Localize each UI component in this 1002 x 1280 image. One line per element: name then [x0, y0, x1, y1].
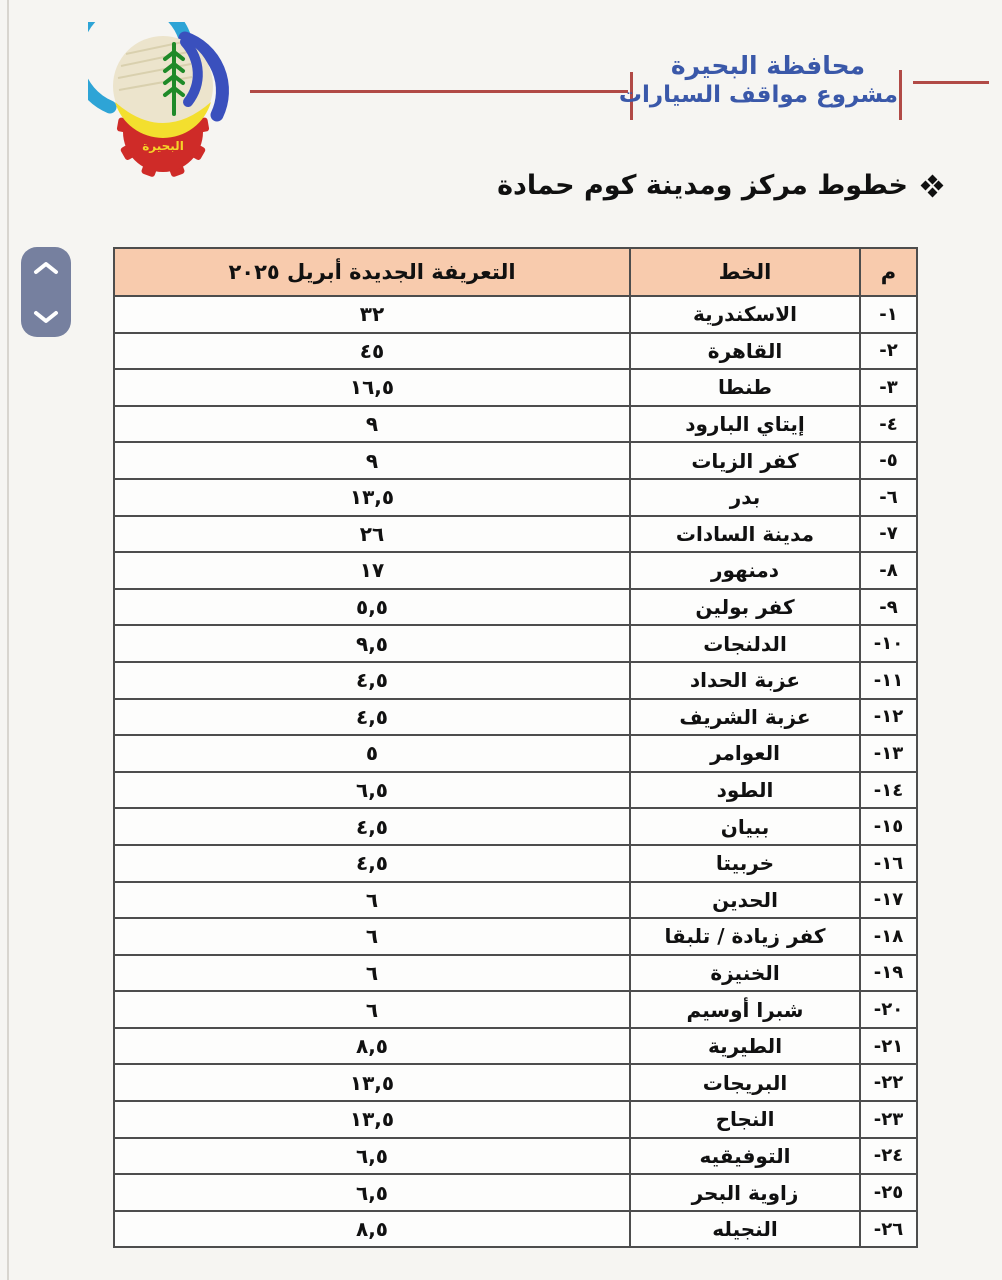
scroll-control[interactable]	[21, 247, 71, 337]
line-name-cell: زاوية البحر	[630, 1174, 860, 1211]
row-number-cell: ٢٥-	[860, 1174, 917, 1211]
line-name-cell: عزبة الحداد	[630, 662, 860, 699]
chevron-up-icon	[33, 261, 59, 275]
tariff-value-cell: ٦,٥	[114, 1138, 630, 1175]
tariff-value-cell: ٣٢	[114, 296, 630, 333]
row-number-cell: ١٢-	[860, 699, 917, 736]
column-header-number: م	[860, 248, 917, 296]
tariff-value-cell: ٤٥	[114, 333, 630, 370]
table-row	[114, 406, 917, 443]
line-name-cell: الطود	[630, 772, 860, 809]
row-number-cell: ٢-	[860, 333, 917, 370]
line-name-cell: كفر بولين	[630, 589, 860, 626]
table-row	[114, 625, 917, 662]
table-row	[114, 845, 917, 882]
row-number-cell: ١٧-	[860, 882, 917, 919]
tariff-value-cell: ٥	[114, 735, 630, 772]
line-name-cell: النجيله	[630, 1211, 860, 1248]
column-header-line: الخط	[630, 248, 860, 296]
line-name-cell: إيتاي البارود	[630, 406, 860, 443]
line-name-cell: العوامر	[630, 735, 860, 772]
tariff-value-cell: ١٧	[114, 552, 630, 589]
row-number-cell: ١-	[860, 296, 917, 333]
table-row	[114, 1211, 917, 1248]
page-edge-shadow	[7, 0, 9, 1280]
table-row	[114, 296, 917, 333]
logo-caption: البحيرة	[142, 139, 184, 153]
tariff-value-cell: ٦	[114, 955, 630, 992]
row-number-cell: ١٩-	[860, 955, 917, 992]
table-row	[114, 479, 917, 516]
line-name-cell: الطيرية	[630, 1028, 860, 1065]
tariff-value-cell: ٩,٥	[114, 625, 630, 662]
line-name-cell: طنطا	[630, 369, 860, 406]
table-row	[114, 442, 917, 479]
table-row	[114, 552, 917, 589]
table-row	[114, 662, 917, 699]
line-name-cell: عزبة الشريف	[630, 699, 860, 736]
row-number-cell: ٤-	[860, 406, 917, 443]
line-name-cell: الخنيزة	[630, 955, 860, 992]
tariff-value-cell: ٨,٥	[114, 1028, 630, 1065]
table-row	[114, 333, 917, 370]
row-number-cell: ٢٦-	[860, 1211, 917, 1248]
tariff-value-cell: ٦,٥	[114, 1174, 630, 1211]
scroll-up-button[interactable]	[32, 260, 60, 275]
tariff-value-cell: ١٦,٥	[114, 369, 630, 406]
table-row	[114, 808, 917, 845]
line-name-cell: البريجات	[630, 1064, 860, 1101]
row-number-cell: ٦-	[860, 479, 917, 516]
row-number-cell: ٧-	[860, 516, 917, 553]
row-number-cell: ٢٤-	[860, 1138, 917, 1175]
table-row	[114, 699, 917, 736]
header-title-block	[618, 50, 898, 110]
line-name-cell: بدر	[630, 479, 860, 516]
table-row	[114, 955, 917, 992]
row-number-cell: ١٦-	[860, 845, 917, 882]
line-name-cell: النجاح	[630, 1101, 860, 1138]
tariff-value-cell: ٤,٥	[114, 662, 630, 699]
scroll-down-button[interactable]	[32, 309, 60, 324]
row-number-cell: ٢٠-	[860, 991, 917, 1028]
tariff-value-cell: ٦	[114, 882, 630, 919]
line-name-cell: القاهرة	[630, 333, 860, 370]
tariff-value-cell: ٤,٥	[114, 699, 630, 736]
chevron-down-icon	[33, 310, 59, 324]
row-number-cell: ١٥-	[860, 808, 917, 845]
table-header-row	[114, 248, 917, 296]
line-name-cell: الحدين	[630, 882, 860, 919]
tariff-value-cell: ٤,٥	[114, 845, 630, 882]
governorate-name: محافظة البحيرة	[670, 51, 866, 80]
table-row	[114, 369, 917, 406]
row-number-cell: ٢١-	[860, 1028, 917, 1065]
tariff-value-cell: ٥,٥	[114, 589, 630, 626]
line-name-cell: التوفيقيه	[630, 1138, 860, 1175]
table-row	[114, 1138, 917, 1175]
header-rule-long	[250, 90, 628, 93]
row-number-cell: ١٠-	[860, 625, 917, 662]
row-number-cell: ٩-	[860, 589, 917, 626]
tariff-value-cell: ٩	[114, 406, 630, 443]
table-row	[114, 991, 917, 1028]
section-title-text: خطوط مركز ومدينة كوم حمادة	[497, 170, 908, 201]
table-row	[114, 1174, 917, 1211]
line-name-cell: شبرا أوسيم	[630, 991, 860, 1028]
header-rule-short	[913, 81, 989, 84]
table-row	[114, 1064, 917, 1101]
tariff-value-cell: ١٣,٥	[114, 1064, 630, 1101]
table-body	[114, 296, 917, 1247]
governorate-emblem-icon	[88, 22, 238, 177]
row-number-cell: ٢٣-	[860, 1101, 917, 1138]
line-name-cell: كفر الزيات	[630, 442, 860, 479]
tariff-value-cell: ٩	[114, 442, 630, 479]
line-name-cell: مدينة السادات	[630, 516, 860, 553]
line-name-cell: كفر زيادة / تلبقا	[630, 918, 860, 955]
table-row	[114, 516, 917, 553]
table-row	[114, 772, 917, 809]
tariff-value-cell: ٦,٥	[114, 772, 630, 809]
table-row	[114, 1028, 917, 1065]
tariff-value-cell: ٦	[114, 918, 630, 955]
line-name-cell: ببيان	[630, 808, 860, 845]
table-row	[114, 882, 917, 919]
tariff-value-cell: ٨,٥	[114, 1211, 630, 1248]
tariff-value-cell: ١٣,٥	[114, 1101, 630, 1138]
row-number-cell: ٨-	[860, 552, 917, 589]
line-name-cell: دمنهور	[630, 552, 860, 589]
project-name: مشروع مواقف السيارات	[618, 82, 898, 109]
table-row	[114, 735, 917, 772]
header-divider-right	[899, 70, 902, 120]
row-number-cell: ٥-	[860, 442, 917, 479]
row-number-cell: ٢٢-	[860, 1064, 917, 1101]
row-number-cell: ١٤-	[860, 772, 917, 809]
diamond-bullet-icon	[922, 176, 942, 196]
line-name-cell: الدلنجات	[630, 625, 860, 662]
tariff-value-cell: ٤,٥	[114, 808, 630, 845]
line-name-cell: خربيتا	[630, 845, 860, 882]
table-row	[114, 918, 917, 955]
column-header-tariff: التعريفة الجديدة أبريل ٢٠٢٥	[114, 248, 630, 296]
row-number-cell: ٣-	[860, 369, 917, 406]
table-row	[114, 589, 917, 626]
line-name-cell: الاسكندرية	[630, 296, 860, 333]
tariff-value-cell: ١٣,٥	[114, 479, 630, 516]
tariff-value-cell: ٦	[114, 991, 630, 1028]
table-row	[114, 1101, 917, 1138]
row-number-cell: ١٣-	[860, 735, 917, 772]
section-title	[497, 170, 942, 201]
tariff-table	[113, 247, 918, 1248]
row-number-cell: ١٨-	[860, 918, 917, 955]
tariff-value-cell: ٢٦	[114, 516, 630, 553]
row-number-cell: ١١-	[860, 662, 917, 699]
beheira-governorate-logo	[88, 22, 238, 176]
